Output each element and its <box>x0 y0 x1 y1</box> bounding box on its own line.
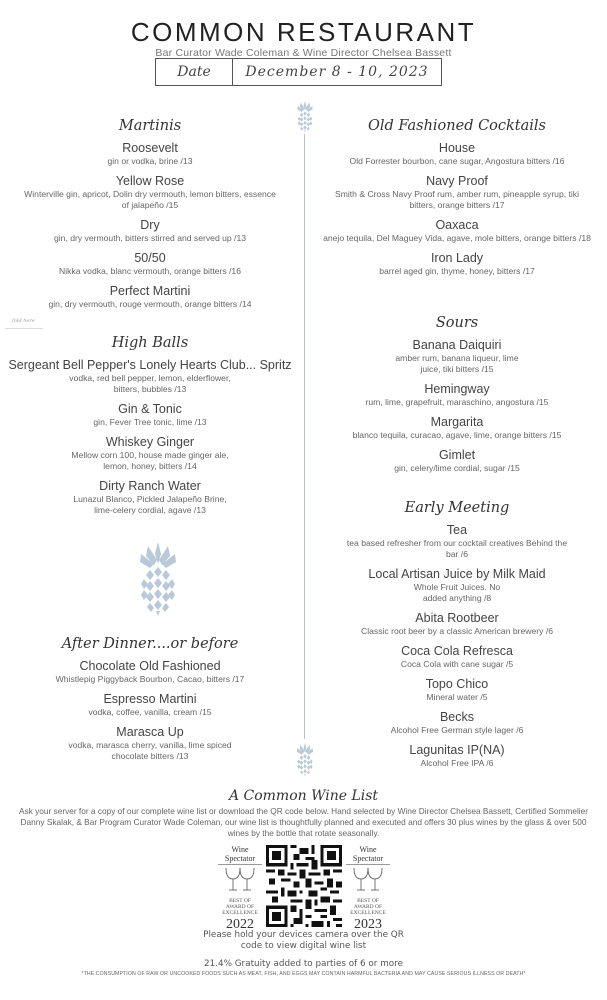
item-name: Becks <box>439 710 475 724</box>
section-after-dinner <box>0 636 300 769</box>
item-name: Tea <box>446 523 468 537</box>
restaurant-title: COMMON RESTAURANT <box>130 17 477 47</box>
item-desc: gin or vodka, brine /13 <box>107 156 193 166</box>
item-desc: blanco tequila, curacao, agave, lime, orange bitters /15 <box>352 430 562 440</box>
wine-title: A Common Wine List <box>228 788 379 804</box>
award-badge-2023 <box>346 845 390 930</box>
item-desc: gin, celery/lime cordial, sugar /15 <box>394 463 520 473</box>
item-desc: vodka, marasca cherry, vanilla, lime spiced chocolate bitters /13 <box>68 740 232 761</box>
item-desc: Whistlepig Piggyback Bourbon, Cacao, bitters /17 <box>55 674 245 684</box>
section-title: Martinis <box>118 118 182 134</box>
item-name: Dry <box>140 218 160 232</box>
award-badge-2022 <box>218 845 262 930</box>
menu-item <box>307 611 607 637</box>
menu-item <box>307 251 607 277</box>
menu-item <box>307 415 607 441</box>
section-title: Sours <box>435 315 479 331</box>
item-name: House <box>438 141 476 155</box>
wine-section <box>0 788 607 839</box>
item-name: Marasca Up <box>116 725 184 739</box>
item-desc: tea based refresher from our cocktail creatives Behind the bar /6 <box>346 538 568 559</box>
menu-item <box>0 435 300 472</box>
item-name: Navy Proof <box>426 174 488 188</box>
section-sours <box>307 315 607 481</box>
item-name: Oaxaca <box>435 218 479 232</box>
date-value: December 8 - 10, 2023 <box>245 64 429 80</box>
item-name: Gin & Tonic <box>118 402 182 416</box>
menu-item <box>307 174 607 211</box>
award-line: BEST OF <box>357 898 379 904</box>
awards-row <box>218 845 390 930</box>
item-desc: Lunazul Blanco, Pickled Jalapeño Brine, lime-celery cordial, agave /13 <box>73 494 227 515</box>
item-name: Abita Rootbeer <box>415 611 499 625</box>
menu-item <box>307 338 607 375</box>
menu-item <box>307 218 607 244</box>
item-name: Coca Cola Refresca <box>401 644 513 658</box>
item-desc: Smith & Cross Navy Proof rum, amber rum, pineapple syrup, tiki bitters, orange bitters /17 <box>334 189 580 210</box>
item-desc: Alcohol Free IPA /6 <box>420 758 494 768</box>
wine-description: Ask your server for a copy of our complete wine list or download the QR code below. Hand selected by Wine Director Chelsea Bassett, Certified Sommelier Danny Skalak, & Bar Program Curator Wade Coleman, our wine list is thoughtfully planned and executed and offers 30 plus wines by the glass & over 500 wines by the bottle that rotate seasonally. <box>18 806 589 838</box>
item-desc: Mineral water /5 <box>426 692 488 702</box>
item-desc: Old Forrester bourbon, cane sugar, Angostura bitters /16 <box>349 156 565 166</box>
item-name: Whiskey Ginger <box>105 435 195 449</box>
item-desc: vodka, coffee, vanilla, cream /15 <box>88 707 212 717</box>
award-line: EXCELLENCE <box>350 910 386 917</box>
menu-item <box>307 644 607 670</box>
restaurant-subtitle: Bar Curator Wade Coleman & Wine Director Chelsea Bassett <box>155 47 452 59</box>
item-name: Espresso Martini <box>103 692 197 706</box>
item-name: Iron Lady <box>430 251 484 265</box>
date-box <box>155 58 442 86</box>
item-name: Hemingway <box>424 382 490 396</box>
item-desc: Alcohol Free German style lager /6 <box>390 725 524 735</box>
section-martinis <box>0 118 300 317</box>
item-desc: gin, Fever Tree tonic, lime /13 <box>93 417 207 427</box>
item-name: Perfect Martini <box>109 284 191 298</box>
gratuity-note: 21.4% Gratuity added to parties of 6 or more <box>204 959 403 969</box>
qr-code[interactable] <box>266 845 342 927</box>
menu-item <box>0 725 300 762</box>
section-title: High Balls <box>111 335 189 351</box>
item-desc: Winterville gin, apricot, Dolin dry vermouth, lemon bitters, essence of jalapeño /15 <box>24 189 276 210</box>
award-line: AWARD OF <box>225 904 255 911</box>
menu-item <box>0 479 300 516</box>
menu-header <box>0 18 607 59</box>
pineapple-large-icon <box>138 540 178 620</box>
menu-item <box>0 141 300 167</box>
item-name: Topo Chico <box>425 677 489 691</box>
qr-instruction: code to view digital wine list <box>240 941 367 951</box>
date-label: Date <box>156 59 233 85</box>
item-name: Banana Daiquiri <box>412 338 502 352</box>
section-title: Old Fashioned Cocktails <box>367 118 546 134</box>
qr-instruction: Please hold your devices camera over the QR <box>203 930 404 940</box>
item-name: Gimlet <box>438 448 476 462</box>
menu-item <box>0 284 300 310</box>
item-desc: amber rum, banana liqueur, lime juice, tiki bitters /15 <box>395 353 519 374</box>
item-name: Roosevelt <box>122 141 178 155</box>
item-name: 50/50 <box>134 251 166 265</box>
award-line: AWARD OF <box>353 904 383 911</box>
menu-item <box>307 523 607 560</box>
menu-item <box>0 402 300 428</box>
menu-item <box>307 677 607 703</box>
item-desc: Whole Fruit Juices. No added anything /8 <box>413 582 501 603</box>
item-desc: gin, dry vermouth, rouge vermouth, orange bitters /14 <box>48 299 252 309</box>
item-name: Lagunitas IP(NA) <box>409 743 505 757</box>
award-line: BEST OF <box>229 898 251 904</box>
section-title: Early Meeting <box>404 500 510 516</box>
menu-item <box>307 710 607 736</box>
item-name: Chocolate Old Fashioned <box>79 659 221 673</box>
award-brand: Wine Spectator <box>346 845 390 865</box>
menu-item <box>0 692 300 718</box>
menu-item <box>0 659 300 685</box>
menu-item <box>307 448 607 474</box>
menu-footer <box>0 930 607 977</box>
wine-glasses-icon <box>218 865 262 893</box>
menu-item <box>307 743 607 769</box>
menu-item <box>307 141 607 167</box>
section-title: After Dinner....or before <box>61 636 239 652</box>
wine-glasses-icon <box>346 865 390 893</box>
item-desc: Nikka vodka, blanc vermouth, orange bitters /16 <box>59 266 241 276</box>
fold-line <box>5 328 43 329</box>
item-desc: Coca Cola with cane sugar /5 <box>400 659 514 669</box>
item-desc: rum, lime, grapefruit, maraschino, angostura /15 <box>365 397 549 407</box>
item-desc: Classic root beer by a classic American brewery /6 <box>361 626 553 636</box>
section-early-meeting <box>307 500 607 776</box>
section-old-fashioned <box>307 118 607 284</box>
item-desc: anejo tequila, Del Maguey Vida, agave, mole bitters, orange bitters /18 <box>323 233 591 243</box>
item-desc: barrel aged gin, thyme, honey, bitters /17 <box>379 266 535 276</box>
item-name: Dirty Ranch Water <box>99 479 201 493</box>
award-line: EXCELLENCE <box>222 910 258 917</box>
item-name: Local Artisan Juice by Milk Maid <box>368 567 546 581</box>
menu-item <box>0 218 300 244</box>
item-name: Margarita <box>430 415 484 429</box>
item-name: Yellow Rose <box>115 174 185 188</box>
section-high-balls <box>0 335 300 523</box>
item-desc: vodka, red bell pepper, lemon, elderflower, bitters, bubbles /13 <box>69 373 231 394</box>
menu-item <box>307 567 607 604</box>
award-year: 2022 <box>226 916 254 932</box>
item-desc: Mellow corn 100, house made ginger ale, lemon, honey, bitters /14 <box>71 450 229 471</box>
food-safety-warning: *THE CONSUMPTION OF RAW OR UNCOOKED FOODS SUCH AS MEAT, FISH, AND EGGS MAY CONTAIN HARMFUL BACTERIA AND MAY CAUSE SERIOUS ILLNESS OR DEATH* <box>81 971 526 977</box>
item-desc: gin, dry vermouth, bitters stirred and served up /13 <box>53 233 247 243</box>
menu-item <box>0 358 300 395</box>
menu-item <box>0 251 300 277</box>
column-divider <box>304 134 305 739</box>
fold-note: fold here <box>12 318 35 324</box>
item-name: Sergeant Bell Pepper's Lonely Hearts Club... Spritz <box>8 358 292 372</box>
award-brand: Wine Spectator <box>218 845 262 865</box>
award-year: 2023 <box>354 916 382 932</box>
menu-item <box>0 174 300 211</box>
menu-item <box>307 382 607 408</box>
